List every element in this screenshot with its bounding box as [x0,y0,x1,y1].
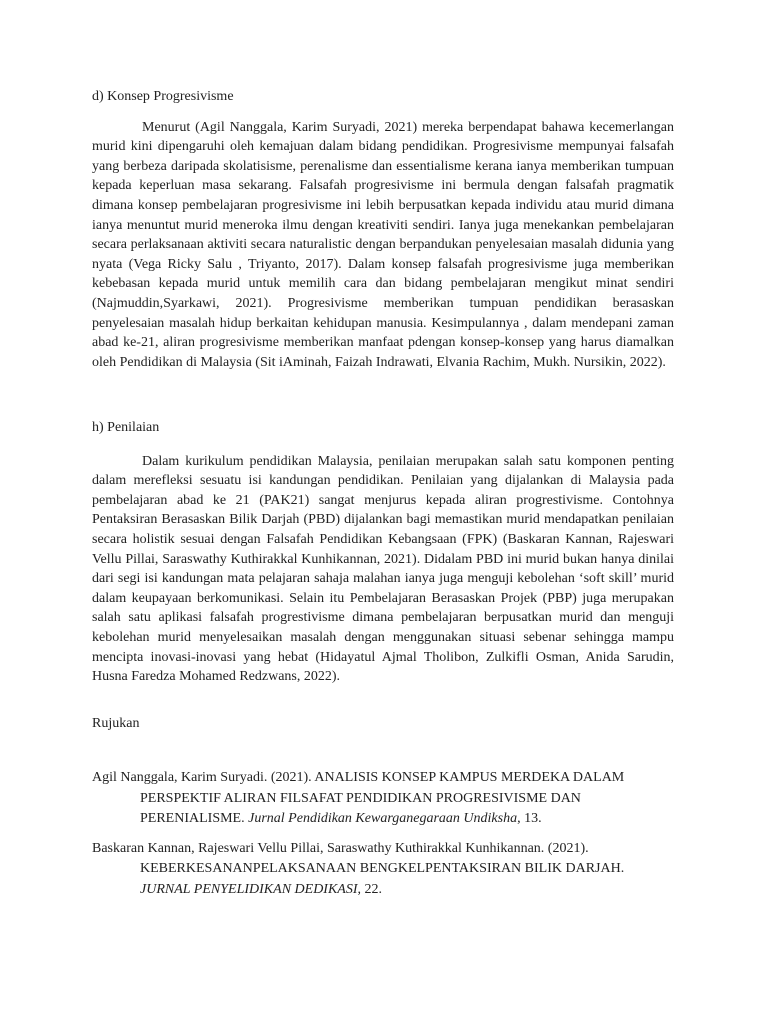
references-heading: Rujukan [92,716,140,731]
reference-text: Baskaran Kannan, Rajeswari Vellu Pillai, Saraswathy Kuthirakkal Kunhikannan. (2021). KEBERKESANANPELAKSANAAN BENGKELPENTAKSIRAN BILIK DARJAH. [92,840,625,876]
reference-entry [92,768,674,830]
reference-entry [92,839,674,901]
section-heading: d) Konsep Progresivisme [92,89,234,104]
section-konsep-progresivisme [92,87,674,372]
body-paragraph: Menurut (Agil Nanggala, Karim Suryadi, 2021) mereka berpendapat bahawa kecemerlangan murid kini dipengaruhi oleh kemajuan dalam bidang pendidikan. Progresivisme mempunyai falsafah yang berbeza daripada skolatisisme, perenalisme dan essentialisme kerana ianya memberikan tumpuan kepada keperluan masa sekarang. Falsafah progresivisme ini bermula dengan falsafah pragmatik dimana konsep pembelajaran progresivisme ini lebih berpusatkan kepada individu atau murid dimana ianya menuntut murid meneroka ilmu dengan kreativiti sendiri. Ianya juga menekankan pembelajaran secara perlaksanaan aktiviti secara naturalistic dengan berpandukan penyelesaian masalah didunia yang nyata (Vega Ricky Salu , Triyanto, 2017). Dalam konsep falsafah progresivisme juga memberikan kebebasan kepada murid untuk memilih cara dan bidang pembelajaran mengikut minat sendiri (Najmuddin,Syarkawi, 2021). Progresivisme memberikan tumpuan pendidikan berasaskan penyelesaian masalah hidup berkaitan kehidupan manusia. Kesimpulannya , dalam mendepani zaman abad ke-21, aliran progresivisme memberikan manfaat pdengan konsep-konsep yang harus diamalkan oleh Pendidikan di Malaysia (Sit iAminah, Faizah Indrawati, Elvania Rachim, Mukh. Nursikin, 2022). [92,119,674,370]
section-heading: h) Penilaian [92,420,160,435]
reference-journal: JURNAL PENYELIDIKAN DEDIKASI [140,881,358,897]
reference-list [92,768,674,900]
body-paragraph: Dalam kurikulum pendidikan Malaysia, penilaian merupakan salah satu komponen penting dalam merefleksi sesuatu isi kandungan pendidikan. Penilaian yang dijalankan di Malaysia pada pembelajaran abad ke 21 (PAK21) sangat menjurus kepada aliran progrestivisme. Contohnya Pentaksiran Berasaskan Bilik Darjah (PBD) dijalankan bagi memastikan murid mendapatkan penilaian secara holistik sesuai dengan Falsafah Pendidikan Kebangsaan (FPK) (Baskaran Kannan, Rajeswari Vellu Pillai, Saraswathy Kuthirakkal Kunhikannan, 2021). Didalam PBD ini murid bukan hanya dinilai dari segi isi kandungan mata pelajaran sahaja malahan ianya juga menguji kebolehan ‘soft skill’ murid dalam keupayaan berkomunikasi. Selain itu Pembelajaran Berasaskan Projek (PBP) juga merupakan salah satu aplikasi falsafah progrestivisme dimana pembelajaran berpusatkan murid dan menguji kebolehan murid menyelesaikan masalah dengan menggunakan situasi sebenar sehingga mampu mencipta inovasi-inovasi yang hebat (Hidayatul Ajmal Tholibon, Zulkifli Osman, Anida Sarudin, Husna Faredza Mohamed Redzwans, 2022). [92,453,674,685]
reference-text: Agil Nanggala, Karim Suryadi. (2021). ANALISIS KONSEP KAMPUS MERDEKA DALAM PERSPEKTIF ALIRAN FILSAFAT PENDIDIKAN PROGRESIVISME DAN PERENIALISME. [92,770,625,826]
reference-journal: Jurnal Pendidikan Kewarganegaraan Undiksha [248,811,518,826]
reference-volume: , 13. [517,811,542,826]
reference-volume: , 22. [357,881,383,897]
references-heading-block [92,714,674,734]
section-penilaian [92,418,674,687]
